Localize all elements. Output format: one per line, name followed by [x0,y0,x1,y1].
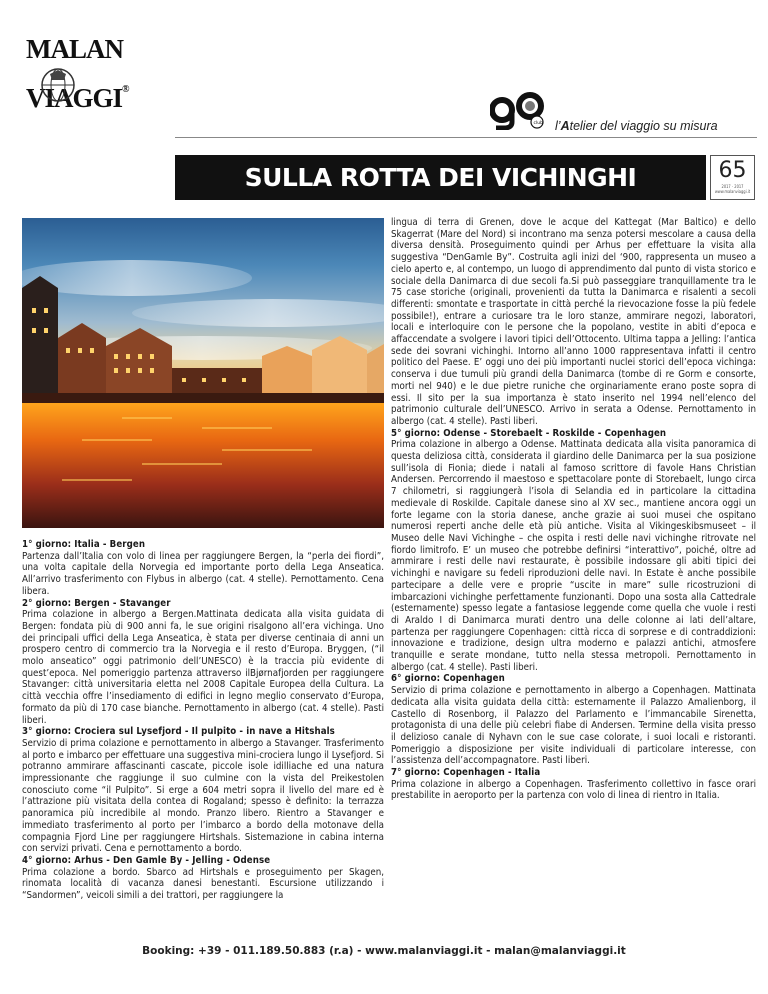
title-bar [175,155,706,200]
itinerary-right-column [391,217,756,802]
day5-text: Prima colazione in albergo a Odense. Mattinata dedicata alla visita panoramica di questa deliziosa città, considerata il giardino delle Danimarca per la sua posizione sull’isola di Fionia; diede i natali al famoso scrittore di favole Hans Christian Andersen. Percorrendo il maestoso e spettacolare ponte di Storebaelt, lungo circa 7 chilometri, si raggiungerà l’isola di Selandia ed in particolare la cittadina medievale di Roskilde. Capitale danese sino al XV sec., mantiene ancora oggi un forte legame con la storia danese, anche grazie ai suoi musei che ospitano numerosi reperti anche delle età più antiche. Visita al Vikingeskibsmuseet – il Museo delle Navi Vichinghe – che ospita i resti delle navi vichinghe ritrovate nel fiordo limitrofo. E’ un museo che potrebbe definirsi “interattivo”, poiché, oltre ad ammirare i resti delle navi restaurate, è possibile indossare gli abiti tipici dei vichinghi e navigare su fedeli riproduzioni delle navi. In Estate è anche possibile partecipare a delle vere e proprie “uscite in mare” sulle ricostruzioni di imbarcazioni vichinghe perfettamente funzionanti. Dopo una sosta alla Cattedrale (esternamente) spesso legate a fantasiose leggende come quella che vuole i resti di Araldo I di Danimarca murati dentro una delle colonne ai lati dell’altare, partenza per raggiungere Copenhagen: città ricca di sorprese e di contraddizioni: innovazione e tradizione, design ultra moderno e palazzi antichi, atmosfere tranquille e serate mondane, tutto nella stessa metropoli. Pernottamento in albergo (cat. 4 stelle). Pasti liberi. [391,439,756,673]
logo-line1: MALAN [26,34,123,64]
logo-emblem-icon [40,66,76,104]
day7-heading: 7° giorno: Copenhagen - Italia [391,767,541,779]
logo-line2: VIAGGI [26,83,123,113]
malan-viaggi-logo [26,34,129,113]
page-number-box [710,155,755,200]
day1-heading: 1° giorno: Italia - Bergen [22,539,146,550]
day4-text: Prima colazione a bordo. Sbarco ad Hirtshals e proseguimento per Skagen, rinomata località di vacanza danesi benestanti. Escursione utilizzando i “Sandormen”, veicoli simili a dei trattori, per raggiungere la [22,866,384,902]
itinerary-left-column [22,539,384,902]
registered-mark: ® [122,84,129,95]
day7-text: Prima colazione in albergo a Copenhagen. Trasferimento collettivo in fasce orari prestabilite in aeroporto per la partenza con volo di linea di rientro in Italia. [391,778,756,802]
day6-text: Servizio di prima colazione e pernottamento in albergo a Copenhagen. Mattinata dedicata alla visita guidata della città: esternamente il Palazzo Amalienborg, il Castello di Rosenborg, il Palazzo del Parlamento e l’immancabile Sirenetta, protagonista di una delle più celebri fiabe di Andersen. Termine della visita presso il delizioso canale di Nyhavn con le sue case colorate, i suoi locali e ristoranti. Pomeriggio a disposizione per visite individuali di particolare interesse, con l’assistenza dell’accompagnatore. Pasti liberi. [391,685,756,767]
tagline: l’Atelier del viaggio su misura [555,119,718,133]
header-divider [175,137,757,138]
day6-heading: 6° giorno: Copenhagen [391,673,505,685]
page-number: 65 [718,158,747,183]
day1-text: Partenza dall’Italia con volo di linea per raggiungere Bergen, la “perla dei fiordi”, una volta capitale della Norvegia ed importante porto della Lega Anseatica. All’arrivo trasferimento con Flybus in albergo (cat. 4 stelle). Pernottamento. Cena libera. [22,550,384,597]
harbor-sunset-photo [22,218,384,528]
day3-heading: 3° giorno: Crociera sul Lysefjord - Il pulpito - in nave a Hitshals [22,726,335,738]
day4-heading: 4° giorno: Arhus - Den Gamle By - Jelling - Odense [22,854,271,866]
day4-text-continued: lingua di terra di Grenen, dove le acque del Kattegat (Mar Baltico) e dello Skagerrat (Mare del Nord) si incontrano ma senza potersi mescolare a causa della diversa densità. Proseguimento quindi per Arhus per effettuare la visita alla suggestiva “DenGamle By”. Costruita agli inizi del ‘900, rappresenta un museo a cielo aperto e, al contempo, un luogo di apprendimento dal punto di vista storico e sociale della Danimarca di due secoli fa.Si può passeggiare tranquillamente tra le 75 case storiche (originali, provenienti da tutta la Danimarca e risalenti a secoli differenti: smontate e trasportate in città perché la rievocazione fosse la più fedele possibile!), entrare a curiosare tra le loro stanze, ammirare negozi, laboratori, locali e interloquire con le persone che la popolano, vestite in abiti d’epoca e affaccendate a svolgere i lavori tipici dell’Ottocento. Ultima tappa a Jelling: l’antica sede dei sovrani vichinghi. Intorno all’anno 1000 rappresentava infatti il centro politico del Paese. E’ oggi uno dei più importanti nuclei storici dell’epoca vichinga: conserva i due tumuli più grandi della Danimarca (tombe di re Gorm e consorte, morti nel 940) e le due pietre runiche che orginariamente erano poste sopra di essi. Il sito per la sua importanza è stato inserito nel 1994 nell’elenco del patrimonio culturale dell’UNESCO. Arrivo in serata a Odense. Pernottamento in albergo (cat. 4 stelle). Pasti liberi. [391,217,756,427]
svg-text:club: club [533,121,543,126]
day3-text: Servizio di prima colazione e pernottamento in albergo a Stavanger. Trasferimento al porto e imbarco per effettuare una suggestiva mini-crociera lungo il Lysefjord. Si potranno ammirare affascinanti cascate, piccole isole idilliache ed una natura impressionante che raggiunge il suo culmine con la vista del Preikestolen conosciuto come “il Pulpito”. Si erge a 604 metri sopra il livello del mare ed è l’attrazione più visitata della contea di Rogaland; spesso è definito: la terrazza panoramica più incredibile al mondo. Pranzo libero. Rientro a Stavanger e immediato trasferimento al porto per l’imbarco a bordo della motonave della compagnia Fjord Line per raggiungere Hirtshals. Sistemazione in cabina interna con servizi privati. Cena e pernottamento a bordo. [22,737,384,855]
day5-heading: 5° giorno: Odense - Storebaelt - Roskilde - Copenhagen [391,427,667,439]
page-title: SULLA ROTTA DEI VICHINGHI [244,163,637,192]
day2-heading: 2° giorno: Bergen - Stavanger [22,597,171,609]
booking-footer: Booking: +39 - 011.189.50.883 (r.a) - www.malanviaggi.it - malan@malanviaggi.it [142,945,626,957]
page-edition: 2017 - 2017 [721,184,744,189]
page-website: www.malanviaggi.it [714,189,751,194]
day2-text: Prima colazione in albergo a Bergen.Mattinata dedicata alla visita guidata di Bergen: fondata più di 900 anni fa, le sue origini risalgono all’era vichinga. Uno dei principali uffici della Lega Anseatica, è stata per diverse centinaia di anni un prospero centro di commercio tra la Norvegia e il resto d’Europa. Bryggen, (“il molo anseatico” oggi patrimonio dell’UNESCO) è la traccia più evidente di quest’epoca. Nel pomeriggio partenza attraverso ilBjørnafjorden per raggiungere Stavanger: città universitaria eletta nel 2008 Capitale Europea della Cultura. La città vecchia offre l’insediamento di edifici in legno meglio conservato d’Europa, formato da più di 170 case bianche. Pernottamento in albergo (cat. 4 stelle). Pasti liberi. [22,609,384,726]
go-club-logo-icon [490,92,546,130]
